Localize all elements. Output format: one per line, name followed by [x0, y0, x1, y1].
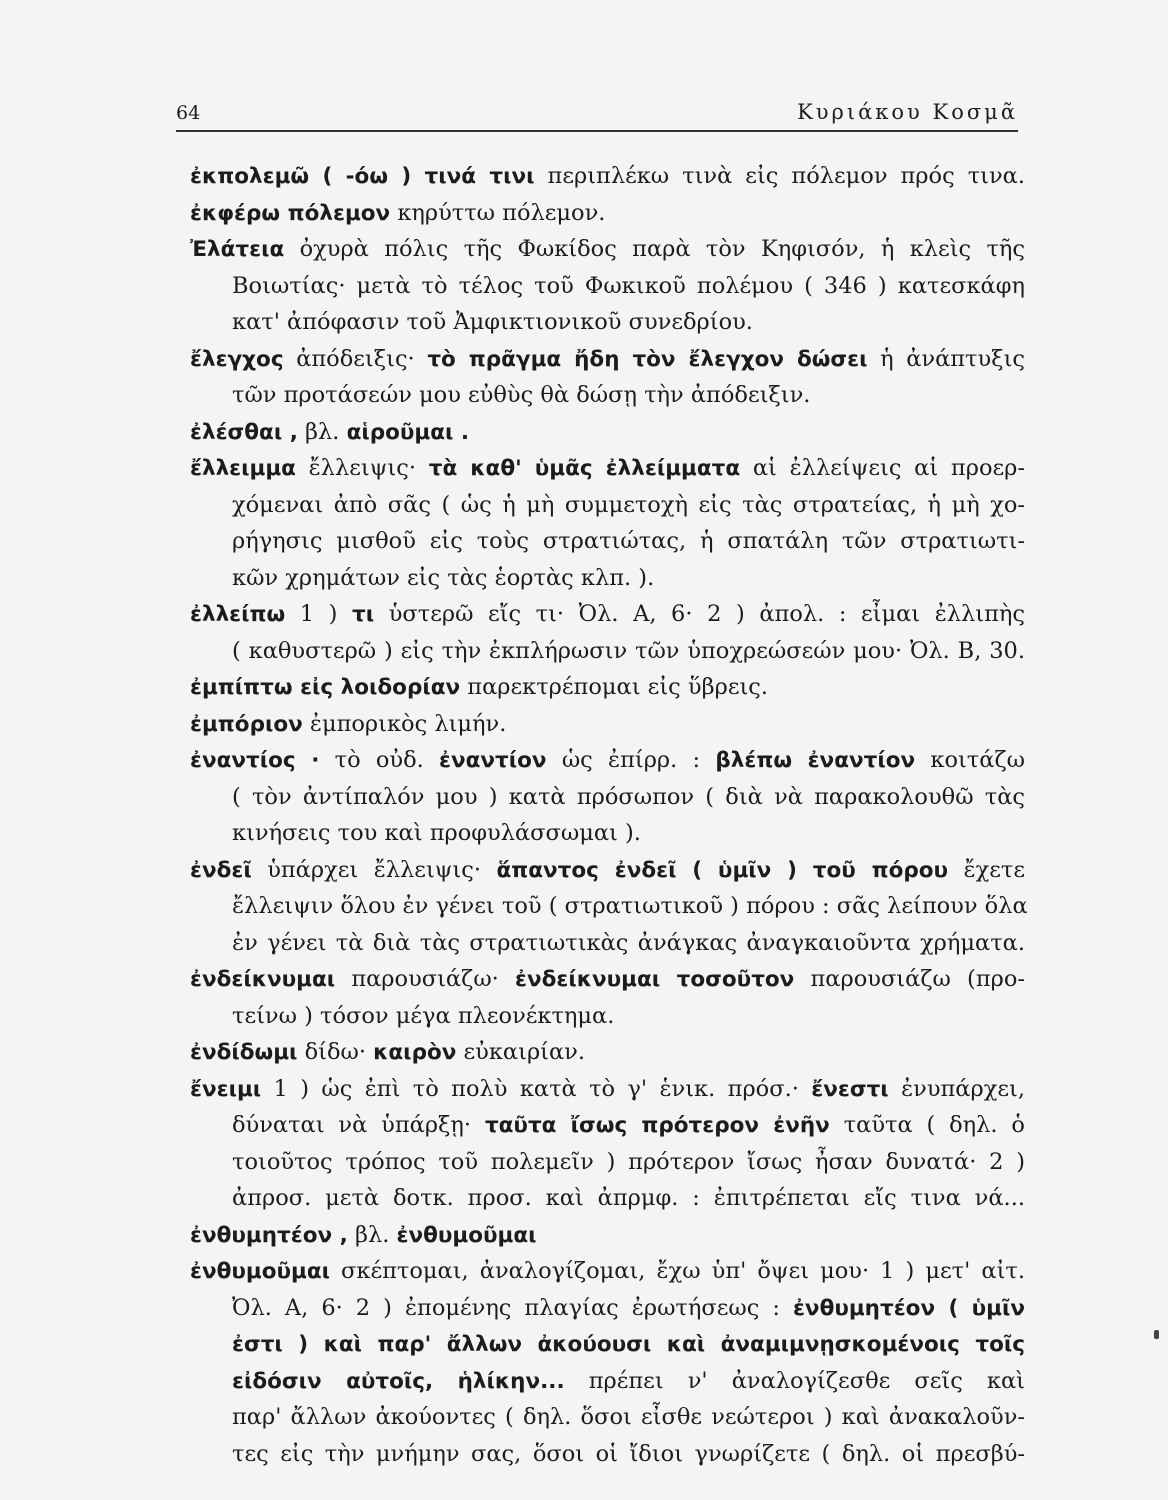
text-line	[190, 450, 1025, 487]
definition-text: ἀπόδειξις·	[283, 345, 428, 372]
headword: ἅπαντος ἐνδεῖ ( ὑμῖν ) τοῦ πόρου	[496, 857, 949, 883]
headword: ἐνθυμοῦμαι	[396, 1222, 537, 1248]
definition-text: αἱ ἐλλείψεις αἱ προερ-	[740, 455, 1025, 481]
headword: τι	[352, 602, 375, 627]
definition-text: παρουσιάζω·	[335, 966, 516, 992]
text-line	[190, 888, 1028, 925]
headword: ἐκπολεμῶ ( -όω ) τινά τινι	[190, 164, 535, 189]
definition-text: ὀχυρὰ πόλις τῆς Φωκίδος παρὰ τὸν Κηφισόν, ἡ κλεὶς τῆς	[284, 236, 1025, 262]
definition-text: ρήγησις μισθοῦ εἰς τοὺς στρατιώτας, ἡ σπατάλη τῶν στρατιωτι-	[232, 528, 1025, 554]
definition-text: ἐν γένει τὰ διὰ τὰς στρατιωτικὰς ἀνάγκας ἀναγκαιοῦντα χρήματα.	[232, 929, 1025, 956]
headword: ἐνδίδωμι	[190, 1040, 298, 1065]
headword: τὰ καθ' ὑμᾶς ἐλλείμματα	[428, 456, 741, 481]
text-line	[190, 815, 1025, 852]
headword: ταῦτα ἴσως πρότερον ἐνῆν	[484, 1113, 830, 1138]
definition-text: ὑπάρχει ἔλλειψις·	[251, 856, 497, 883]
headword: εἰδόσιν αὐτοῖς, ἡλίκην...	[232, 1368, 565, 1394]
definition-text: τείνω ) τόσον μέγα πλεονέκτημα.	[232, 1002, 615, 1029]
headword: ἔνειμι	[190, 1076, 262, 1102]
text-line	[190, 158, 1025, 195]
definition-text: παρεκτρέπομαι εἰς ὕβρεις.	[460, 674, 769, 700]
definition-text: πρέπει ν' ἀναλογίζεσθε σεῖς καὶ	[564, 1367, 1025, 1394]
text-line	[190, 1034, 1025, 1071]
headword: ἐνθυμητέον ( ὑμῖν	[792, 1295, 1025, 1321]
definition-text: 1 )	[285, 601, 353, 627]
definition-text: Ὀλ. Α, 6· 2 ) ἐπομένης πλαγίας ἐρωτήσεως :	[232, 1294, 793, 1321]
text-line	[190, 852, 1025, 889]
definition-text: παρουσιάζω (προ-	[794, 966, 1025, 992]
definition-text: κοιτάζω	[915, 747, 1025, 773]
headword: ἐλέσθαι ,	[190, 419, 298, 445]
headword: ἐναντίος ·	[190, 748, 320, 773]
text-line	[190, 231, 1025, 268]
definition-text: δύναται νὰ ὑπάρξῃ·	[232, 1112, 485, 1138]
headword: ἔνεστι	[811, 1076, 889, 1102]
text-line	[190, 779, 1025, 816]
definition-text: σκέπτομαι, ἀναλογίζομαι, ἔχω ὑπ' ὄψει μου· 1 ) μετ' αἰτ.	[329, 1258, 1025, 1284]
definition-text: κινήσεις του καὶ προφυλάσσωμαι ).	[232, 820, 641, 846]
definition-text: ταῦτα ( δηλ. ὁ	[829, 1112, 1025, 1138]
headword: αἱροῦμαι .	[346, 419, 470, 445]
definition-text: περιπλέκω τινὰ εἰς πόλεμον πρός τινα.	[534, 163, 1025, 189]
definition-text: ( τὸν ἀντίπαλόν μου ) κατὰ πρόσωπον ( διὰ νὰ παρακολουθῶ τὰς	[232, 783, 1025, 810]
definition-text: χόμεναι ἀπὸ σᾶς ( ὡς ἡ μὴ συμμετοχὴ εἰς τὰς στρατείας, ἡ μὴ χο-	[232, 491, 1025, 518]
text-line	[190, 1071, 1025, 1108]
text-line	[190, 523, 1025, 560]
text-line	[190, 706, 1025, 743]
text-line	[190, 1436, 1025, 1473]
headword: ἐνθυμητέον ,	[190, 1222, 348, 1248]
headword: ἐστι ) καὶ παρ' ἄλλων ἀκούουσι καὶ ἀναμιμνῃσκομένοις τοῖς	[232, 1332, 1025, 1357]
definition-text: ( καθυστερῶ ) εἰς τὴν ἐκπλήρωσιν τῶν ὑποχρεώσεών μου· Ὀλ. Β, 30.	[232, 637, 1025, 664]
headword: ἔλεγχος	[190, 346, 284, 372]
definition-text: κατ' ἀπόφασιν τοῦ Ἀμφικτιονικοῦ συνεδρίου.	[232, 309, 753, 335]
text-line	[190, 414, 1025, 451]
headword: ἐναντίον	[439, 748, 547, 773]
text-line	[190, 1326, 1025, 1363]
definition-text: τὸ οὐδ.	[319, 747, 440, 773]
definition-text: τῶν προτάσεών μου εὐθὺς θὰ δώσῃ τὴν ἀπόδειξιν.	[232, 382, 811, 408]
text-line	[190, 268, 1025, 305]
running-head: Κυριάκου Κοσμᾶ	[797, 100, 1018, 124]
definition-text: βλ.	[297, 418, 347, 445]
headword: ἐμπίπτω εἰς λοιδορίαν	[190, 675, 461, 700]
headword: ἐνθυμοῦμαι	[190, 1259, 330, 1284]
definition-text: ἔλλειψιν ὅλου ἐν γένει τοῦ ( στρατιωτικοῦ ) πόρου : σᾶς λείπουν ὅλα	[232, 893, 1028, 919]
headword: ἐνδεῖ	[190, 857, 252, 883]
definition-text: ὡς ἐπίρρ. :	[546, 747, 716, 773]
text-line	[190, 925, 1025, 962]
headword: ἐμπόριον	[190, 711, 303, 737]
text-line	[190, 998, 1025, 1035]
definition-text: εὐκαιρίαν.	[456, 1039, 586, 1065]
text-line	[190, 1180, 1025, 1217]
definition-text: Βοιωτίας· μετὰ τὸ τέλος τοῦ Φωκικοῦ πολέμου ( 346 ) κατεσκάφη	[232, 272, 1025, 299]
headword: ἐλλείπω	[190, 602, 286, 627]
text-line	[190, 1363, 1025, 1400]
text-line	[190, 596, 1025, 633]
margin-ink-mark	[1154, 1330, 1159, 1339]
definition-text: ἡ ἀνάπτυξις	[867, 345, 1025, 372]
headword: ἐνδείκνυμαι	[190, 967, 336, 992]
text-line	[190, 560, 1025, 597]
page-number: 64	[176, 102, 201, 124]
definition-text: ἐνυπάρχει,	[888, 1075, 1025, 1102]
definition-text: ἐμπορικὸς λιμήν.	[302, 710, 507, 737]
text-line	[190, 669, 1025, 706]
headword: Ἐλάτεια	[190, 237, 285, 262]
definition-text: 1 ) ὡς ἐπὶ τὸ πολὺ κατὰ τὸ γ' ἑνικ. πρόσ.·	[261, 1075, 812, 1102]
definition-text: τοιοῦτος τρόπος τοῦ πολεμεῖν ) πρότερον ἴσως ἦσαν δυνατά· 2 )	[232, 1148, 1025, 1175]
text-line	[190, 1144, 1025, 1181]
entries-body	[190, 158, 1028, 1472]
definition-text: ἔλλειψις·	[295, 455, 429, 481]
text-line	[190, 304, 1025, 341]
headword: ἔλλειμμα	[190, 456, 296, 481]
definition-text: παρ' ἄλλων ἀκούοντες ( δηλ. ὅσοι εἶσθε νεώτεροι ) καὶ ἀνακαλοῦν-	[232, 1404, 1025, 1430]
text-line	[190, 341, 1025, 378]
headword: ἐνδείκνυμαι τοσοῦτον	[515, 967, 795, 992]
text-line	[190, 1107, 1025, 1144]
text-line	[190, 742, 1025, 779]
text-line	[190, 487, 1025, 524]
definition-text: δίδω·	[297, 1039, 374, 1065]
headword: ἐκφέρω πόλεμον	[190, 200, 391, 226]
page-header	[176, 100, 1018, 132]
definition-text: κῶν χρημάτων εἰς τὰς ἑορτὰς κλπ. ).	[232, 564, 655, 591]
definition-text: κηρύττω πόλεμον.	[390, 199, 606, 226]
headword: τὸ πρᾶγμα ἤδη τὸν ἔλεγχον δώσει	[427, 346, 868, 372]
text-line	[190, 195, 1025, 232]
definition-text: ὑστερῶ εἴς τι· Ὀλ. Α, 6· 2 ) ἀπολ. : εἶμαι ἐλλιπὴς	[374, 601, 1025, 627]
text-line	[190, 377, 1025, 414]
text-line	[190, 1290, 1025, 1327]
definition-text: ἀπροσ. μετὰ δοτκ. προσ. καὶ ἀπρμφ. : ἐπιτρέπεται εἴς τινα νά...	[232, 1185, 1025, 1211]
text-line	[190, 961, 1025, 998]
text-line	[190, 1399, 1025, 1436]
definition-text: βλ.	[347, 1221, 397, 1248]
text-line	[190, 633, 1025, 670]
text-line	[190, 1217, 1025, 1254]
definition-text: τες εἰς τὴν μνήμην σας, ὅσοι οἱ ἴδιοι γνωρίζετε ( δηλ. οἱ πρεσβύ-	[232, 1440, 1025, 1467]
text-line	[190, 1253, 1025, 1290]
headword: καιρὸν	[373, 1040, 457, 1065]
headword: βλέπω ἐναντίον	[715, 748, 916, 773]
definition-text: ἔχετε	[948, 856, 1026, 883]
